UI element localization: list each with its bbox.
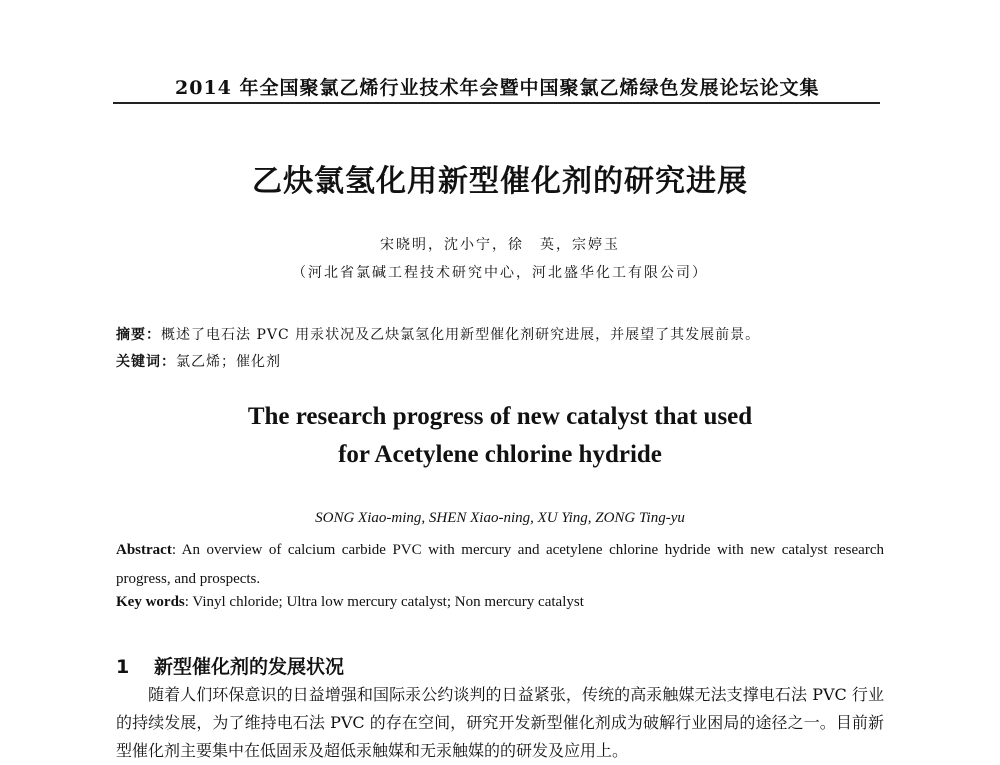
section-heading bbox=[116, 652, 344, 679]
english-abstract bbox=[116, 536, 884, 594]
section-number: 1 bbox=[116, 656, 130, 678]
english-authors: SONG Xiao-ming, SHEN Xiao-ning, XU Ying, ZONG Ting-yu bbox=[315, 510, 685, 526]
section-title: 新型催化剂的发展状况 bbox=[154, 656, 345, 678]
header-rule bbox=[113, 102, 880, 104]
english-title-line1: The research progress of new catalyst that used bbox=[247, 403, 753, 430]
body-paragraph: 随着人们环保意识的日益增强和国际汞公约谈判的日益紧张，传统的高汞触媒无法支撑电石法 PVC 行业的持续发展，为了维持电石法 PVC 的存在空间，研究开发新型催化剂成为破解行业困局的途径之一。目前新型催化剂主要集中在低固汞及超低汞触媒和无汞触媒的的研发及应用上。 bbox=[116, 685, 884, 760]
english-keywords bbox=[116, 594, 584, 611]
chinese-authors: 宋晓明，沈小宁，徐 英，宗婷玉 bbox=[380, 237, 620, 253]
english-abstract-label: Abstract bbox=[116, 542, 172, 558]
chinese-abstract-text: 概述了电石法 PVC 用汞状况及乙炔氯氢化用新型催化剂研究进展，并展望了其发展前景。 bbox=[161, 327, 761, 343]
chinese-affiliation: （河北省氯碱工程技术研究中心，河北盛华化工有限公司） bbox=[292, 265, 708, 281]
chinese-abstract bbox=[116, 324, 760, 344]
english-abstract-text: : An overview of calcium carbide PVC with mercury and acetylene chlorine hydride with new catalyst research progress, and prospects. bbox=[116, 542, 884, 587]
chinese-keywords-text: 氯乙烯；催化剂 bbox=[176, 354, 281, 370]
english-keywords-text: : Vinyl chloride; Ultra low mercury catalyst; Non mercury catalyst bbox=[184, 594, 584, 610]
chinese-title: 乙炔氯氢化用新型催化剂的研究进展 bbox=[252, 164, 748, 199]
chinese-keywords bbox=[116, 351, 281, 371]
chinese-abstract-label: 摘要： bbox=[116, 327, 161, 343]
chinese-keywords-label: 关键词： bbox=[116, 354, 176, 370]
english-keywords-label: Key words bbox=[116, 594, 185, 610]
running-header: 2014 年全国聚氯乙烯行业技术年会暨中国聚氯乙烯绿色发展论坛论文集 bbox=[175, 77, 820, 99]
english-title-line2: for Acetylene chlorine hydride bbox=[338, 441, 662, 468]
